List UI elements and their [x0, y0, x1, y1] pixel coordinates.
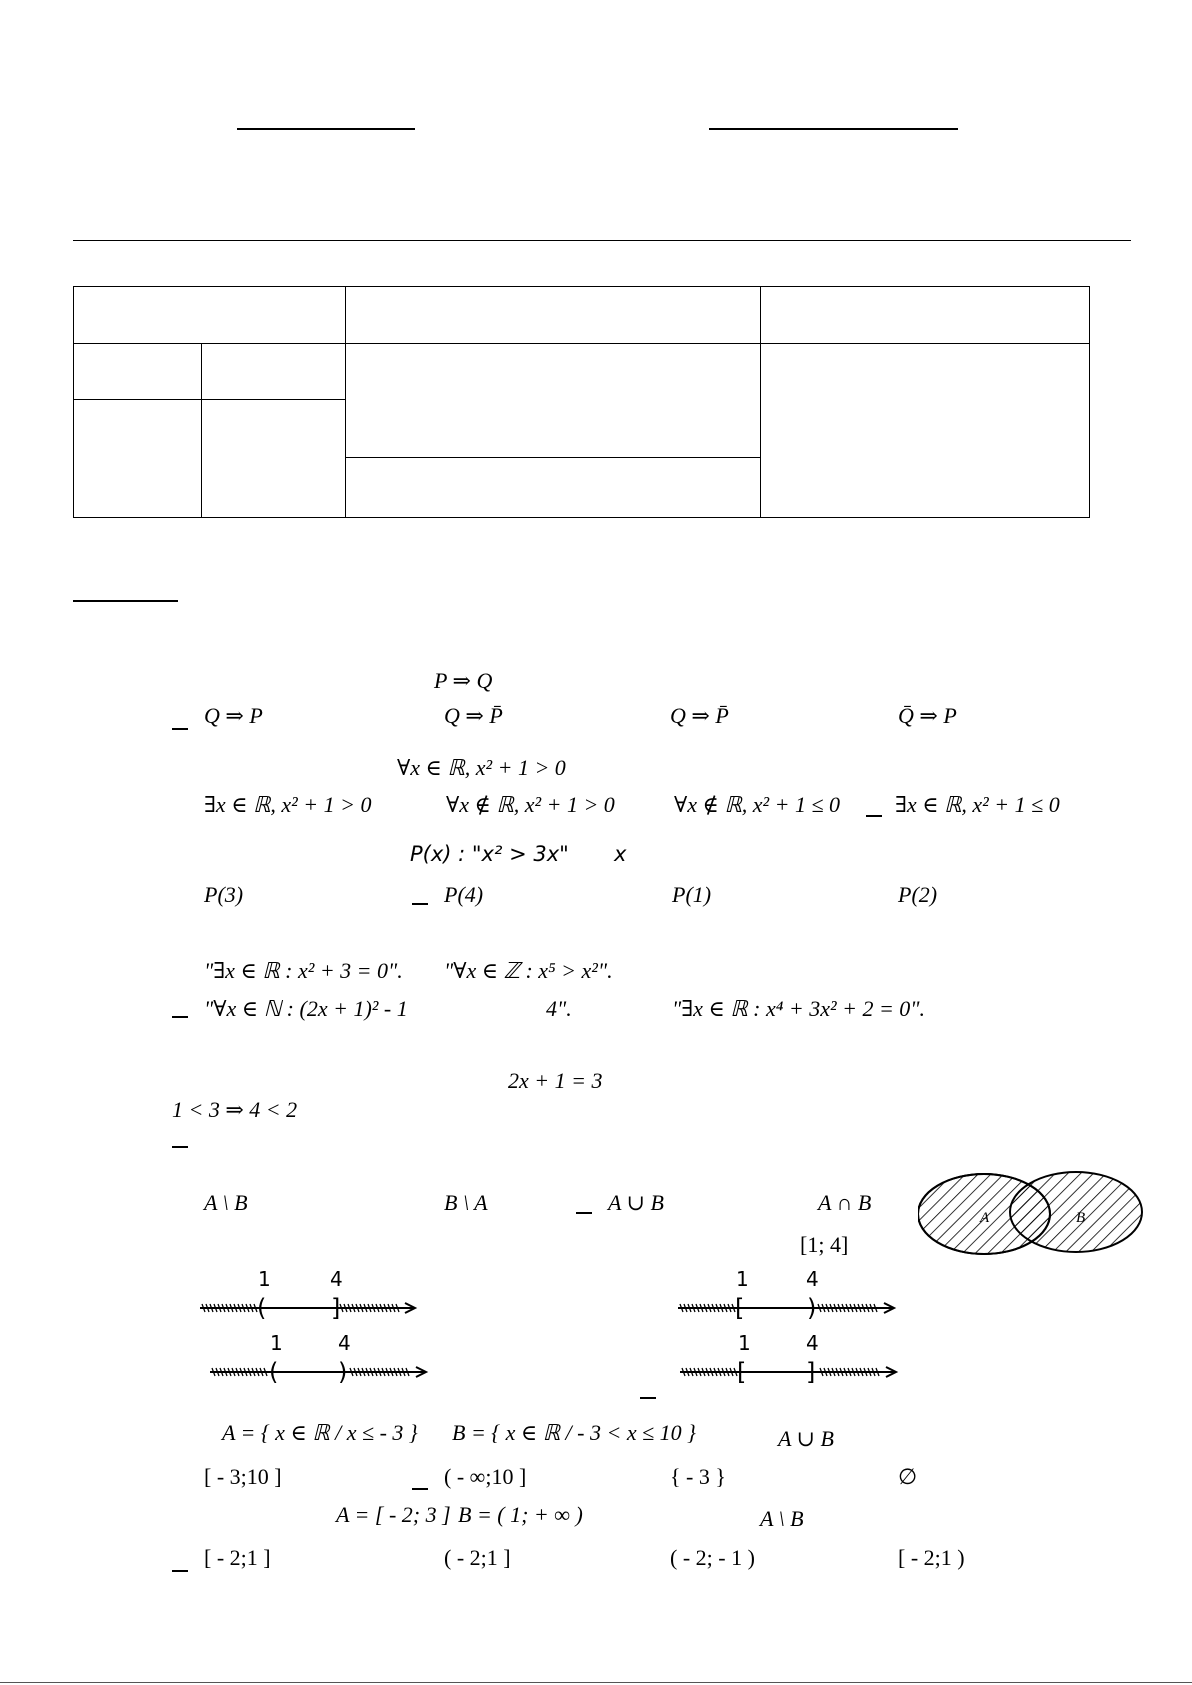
table-cell — [346, 458, 761, 518]
q1-option-a: Q ⇒ P — [204, 703, 263, 728]
q1-option-b: Q ⇒ P̄ — [444, 703, 503, 728]
q1-option-d: Q̄ ⇒ P — [898, 703, 957, 728]
number-line-a-right-bracket: ] — [331, 1294, 341, 1320]
q2-option-a: ∃x ∈ ℝ, x² + 1 > 0 — [204, 792, 372, 817]
q8-option-a: [ - 3;10 ] — [204, 1464, 282, 1489]
q4-option-d: "∃x ∈ ℝ : x⁴ + 3x² + 2 = 0". — [672, 996, 926, 1021]
q7-interval: [1; 4] — [800, 1232, 849, 1257]
number-line-a-right-label: 4 — [330, 1268, 343, 1291]
q8-ask: A ∪ B — [778, 1426, 834, 1451]
answer-mark — [412, 903, 428, 905]
number-line-a — [200, 1268, 420, 1320]
q6-option-a: A \ B — [204, 1190, 248, 1215]
number-line-b-left-label: 1 — [736, 1268, 749, 1291]
number-line-a-left-bracket: ( — [257, 1294, 267, 1320]
number-line-b — [678, 1268, 900, 1320]
number-line-a-left-label: 1 — [258, 1268, 271, 1291]
footer-rule — [0, 1682, 1192, 1683]
q6-option-b: B \ A — [444, 1190, 488, 1215]
q8-option-c: { - 3 } — [670, 1464, 726, 1489]
q2-option-b: ∀x ∉ ℝ, x² + 1 > 0 — [446, 792, 615, 817]
number-line-d-left-label: 1 — [738, 1332, 751, 1355]
q5-option: 1 < 3 ⇒ 4 < 2 — [172, 1097, 298, 1122]
section-heading-underline — [73, 600, 178, 602]
q8-set-b: B = { x ∈ ℝ / - 3 < x ≤ 10 } — [452, 1420, 696, 1445]
table-cell — [761, 344, 1090, 518]
table-cell — [346, 344, 761, 458]
q2-option-c: ∀x ∉ ℝ, x² + 1 ≤ 0 — [674, 792, 841, 817]
answer-mark — [172, 1016, 188, 1018]
q9-option-b: ( - 2;1 ] — [444, 1545, 511, 1570]
venn-diagram — [918, 1170, 1144, 1256]
number-line-c-right-bracket: ) — [338, 1358, 348, 1384]
q8-option-b: ( - ∞;10 ] — [444, 1464, 527, 1489]
q5-stem: 2x + 1 = 3 — [508, 1068, 603, 1093]
q8-option-d: ∅ — [898, 1464, 918, 1489]
q6-option-c: A ∪ B — [608, 1190, 664, 1215]
number-line-d-right-bracket: ] — [806, 1358, 816, 1384]
q4-option-c: "∀x ∈ ℕ : (2x + 1)² - 1 — [204, 996, 408, 1021]
q3-variable: x — [614, 842, 627, 866]
header-blank-right — [709, 128, 958, 130]
q9-ask: A \ B — [760, 1506, 804, 1531]
q1-option-c: Q ⇒ P̄ — [670, 703, 729, 728]
number-line-b-right-label: 4 — [806, 1268, 819, 1291]
number-line-c-right-label: 4 — [338, 1332, 351, 1355]
answer-mark — [172, 1146, 188, 1148]
q4-option-a: "∃x ∈ ℝ : x² + 3 = 0". — [204, 958, 403, 983]
number-line-d — [680, 1332, 902, 1384]
table-cell — [346, 287, 761, 344]
q2-stem: ∀x ∈ ℝ, x² + 1 > 0 — [397, 755, 566, 780]
q3-stem: P(x) : "x² > 3x" — [410, 842, 569, 866]
q3-option-b: P(4) — [444, 882, 484, 907]
answer-mark — [172, 1570, 188, 1572]
table-cell — [761, 287, 1090, 344]
number-line-b-left-bracket: [ — [735, 1294, 745, 1320]
q4-option-b: "∀x ∈ ℤ : x⁵ > x²". — [444, 958, 613, 983]
q4-option-c-tail: 4". — [546, 996, 572, 1021]
answer-mark — [172, 728, 188, 730]
q3-option-c: P(1) — [672, 882, 712, 907]
table-cell — [74, 400, 202, 518]
answer-mark — [576, 1212, 592, 1214]
q9-option-c: ( - 2; - 1 ) — [670, 1545, 755, 1570]
number-line-d-left-bracket: [ — [737, 1358, 747, 1384]
number-line-c-left-label: 1 — [270, 1332, 283, 1355]
answer-mark — [640, 1397, 656, 1399]
number-line-c-left-bracket: ( — [269, 1358, 279, 1384]
q6-option-d: A ∩ B — [818, 1190, 872, 1215]
q9-set-a: A = [ - 2; 3 ] — [336, 1502, 451, 1527]
q9-set-b: B = ( 1; + ∞ ) — [458, 1502, 583, 1527]
q8-set-a: A = { x ∈ ℝ / x ≤ - 3 } — [222, 1420, 418, 1445]
q3-option-a: P(3) — [204, 882, 244, 907]
q1-stem: P ⇒ Q — [434, 668, 493, 693]
number-line-d-right-label: 4 — [806, 1332, 819, 1355]
number-line-b-right-bracket: ) — [807, 1294, 817, 1320]
q9-option-a: [ - 2;1 ] — [204, 1545, 271, 1570]
q3-option-d: P(2) — [898, 882, 938, 907]
table-cell — [74, 344, 202, 400]
table-cell — [74, 287, 346, 344]
number-line-c — [210, 1332, 432, 1384]
header-blank-left — [237, 128, 415, 130]
q2-option-d: ∃x ∈ ℝ, x² + 1 ≤ 0 — [895, 792, 1060, 817]
header-divider — [73, 240, 1131, 241]
table-cell — [202, 400, 346, 518]
venn-label-a: A — [980, 1210, 990, 1226]
grading-table — [73, 286, 1090, 518]
table-cell — [202, 344, 346, 400]
answer-mark — [412, 1488, 428, 1490]
answer-mark — [866, 815, 882, 817]
venn-label-b: B — [1076, 1210, 1086, 1226]
q9-option-d: [ - 2;1 ) — [898, 1545, 965, 1570]
